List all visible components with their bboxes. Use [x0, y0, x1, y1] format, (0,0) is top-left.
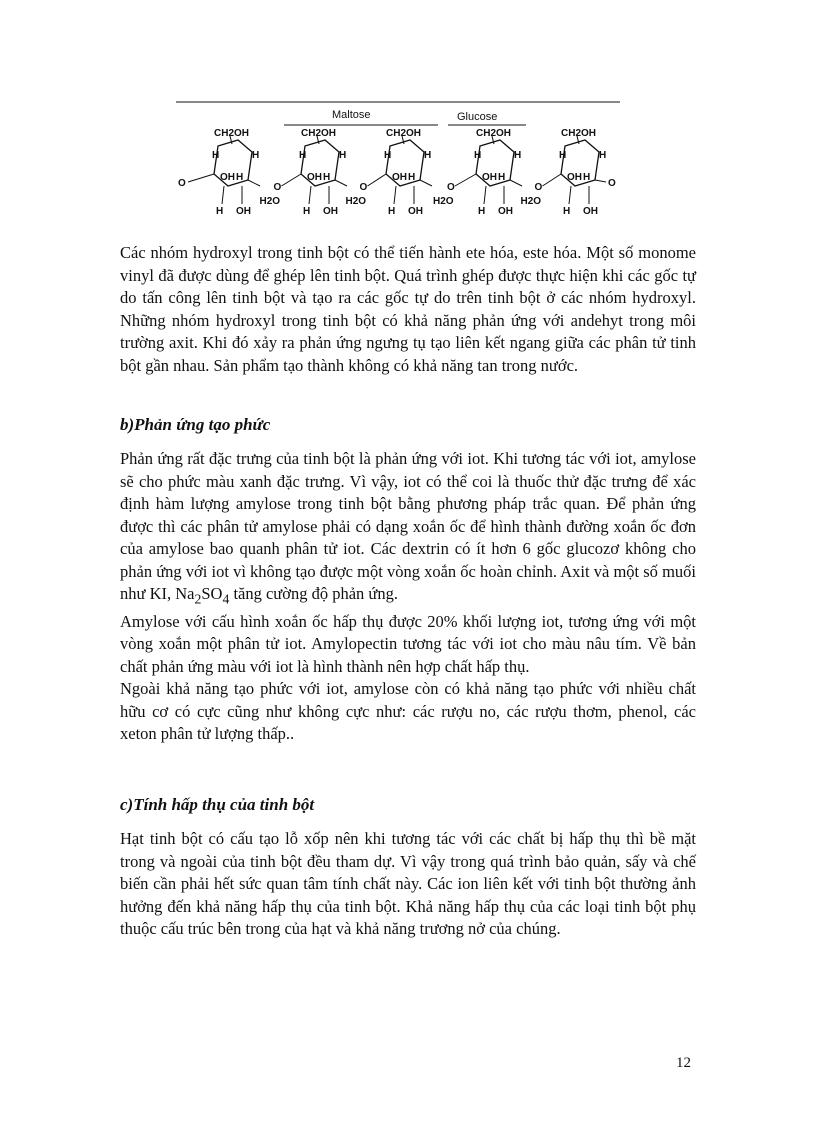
h-label: H: [216, 206, 224, 217]
bond-line: [569, 186, 571, 204]
end-bond: [595, 180, 606, 182]
end-bond: [188, 174, 214, 182]
glycosidic-bond: [282, 174, 302, 186]
ch2oh-label: CH2OH: [214, 128, 250, 139]
h-label: H: [384, 150, 392, 161]
paragraph-complex-formation: Ngoài khả năng tạo phức với iot, amylose còn có khả năng tạo phức với nhiều chất hữu cơ có cực cũng như không cực như: các rượu no, các rượu thơm, phenol, các xeton phân tử lượng thấp..: [120, 679, 696, 744]
h-label: H: [474, 150, 482, 161]
section-heading-c: c)Tính hấp thụ của tinh bột: [120, 795, 315, 814]
bond-line: [222, 186, 224, 204]
oh-label: OH: [583, 206, 598, 217]
bond-line: [484, 186, 486, 204]
bond-line: [309, 186, 311, 204]
o-label: O: [178, 178, 186, 189]
glucose-label: Glucose: [457, 111, 498, 123]
paragraph-starch-absorption: Hạt tinh bột có cấu tạo lỗ xốp nên khi tương tác với các chất bị hấp thụ thì bề mặt trong và ngoài của tinh bột đều tham dự. Vì vậy trong quá trình bảo quản, sấy và chế biến cần phải hết sức quan tâm tính chất này. Các ion liên kết với tinh bột thường ảnh hưởng đến khả năng hấp thụ của tinh bột. Khả năng hấp thụ của các loại tinh bột phụ thuộc cấu trúc bên trong của hạt và khả năng trương nở của chúng.: [120, 829, 696, 938]
paragraph-iodine-reaction-tail: tăng cường độ phản ứng.: [229, 584, 398, 603]
h-label: H: [252, 150, 260, 161]
ch2oh-label: CH2OH: [386, 128, 422, 139]
h-label: H: [323, 172, 331, 183]
section-heading-b: b)Phản ứng tạo phức: [120, 415, 271, 434]
h-label: H: [563, 206, 571, 217]
page-number: 12: [676, 1055, 691, 1071]
h-label: H: [212, 150, 220, 161]
h2o-label: H2O: [520, 196, 542, 207]
oh-label: OH: [392, 172, 407, 183]
starch-structure-figure: [176, 100, 620, 224]
oh-label: OH: [307, 172, 322, 183]
h-label: H: [236, 172, 244, 183]
h-label: H: [339, 150, 347, 161]
o-label: O: [447, 182, 455, 193]
h-label: H: [583, 172, 591, 183]
oh-label: OH: [323, 206, 338, 217]
oh-label: OH: [236, 206, 251, 217]
h-label: H: [514, 150, 522, 161]
ch2oh-label: CH2OH: [476, 128, 512, 139]
h-label: H: [299, 150, 307, 161]
oh-label: OH: [498, 206, 513, 217]
h-label: H: [408, 172, 416, 183]
h-label: H: [478, 206, 486, 217]
h-label: H: [559, 150, 567, 161]
oh-label: OH: [567, 172, 582, 183]
o-label: O: [608, 178, 616, 189]
ch2oh-label: CH2OH: [301, 128, 337, 139]
h2o-label: H2O: [259, 196, 281, 207]
paragraph-iodine-reaction-main: Phản ứng rất đặc trưng của tinh bột là phản ứng với iot. Khi tương tác với iot, amylose sẽ cho phức màu xanh đặc trưng. Vì vậy, iot có thể coi là thuốc thử đặc trưng để xác định hàm lượng amylose trong tinh bột bằng phương pháp trắc quan. Để phản ứng được thì các phân tử amylose phải có dạng xoắn ốc để hình thành đường xoắn ốc đơn của amylose bao quanh phân tử iot. Các dextrin có ít hơn 6 gốc glucozơ không cho phản ứng với iot vì không tạo được một vòng xoắn ốc hoàn chỉnh. Axit và một số muối như KI,: [120, 449, 696, 603]
h-label: H: [424, 150, 432, 161]
oh-label: OH: [482, 172, 497, 183]
glycosidic-bond: [335, 180, 347, 186]
o-label: O: [359, 182, 368, 193]
h2o-label: H2O: [345, 196, 367, 207]
glycosidic-bond: [455, 174, 476, 186]
paragraph-hydroxyl-reactions: Các nhóm hydroxyl trong tinh bột có thể tiến hành ete hóa, este hóa. Một số monome vinyl đã được dùng để ghép lên tinh bột. Quá trình ghép được thực hiện khi các gốc tự do tấn công lên tinh bột và tạo ra các gốc tự do trên tinh bột ở các nhóm hydroxyl. Những nhóm hydroxyl trong tinh bột có khả năng phản ứng với andehyt trong môi trường axit. Khi đó xảy ra phản ứng ngưng tụ tạo liên kết ngang giữa các phân tử tinh bột gần nhau. Sản phẩm tạo thành không có khả năng tan trong nước.: [120, 243, 696, 375]
h-label: H: [303, 206, 311, 217]
o-label: O: [534, 182, 543, 193]
maltose-label: Maltose: [332, 109, 371, 121]
ch2oh-label: CH2OH: [561, 128, 597, 139]
glycosidic-bond: [248, 180, 260, 186]
h-label: H: [388, 206, 396, 217]
glycosidic-bond: [543, 174, 562, 186]
h-label: H: [498, 172, 506, 183]
glycosidic-bond: [368, 174, 387, 186]
formula-na2so4: $Na_2SO_4$: [175, 584, 230, 607]
paragraph-iodine-reaction: [120, 448, 696, 611]
glycosidic-bond: [420, 180, 432, 186]
o-label: O: [273, 182, 282, 193]
glycosidic-bond: [510, 180, 522, 186]
bond-line: [394, 186, 396, 204]
oh-label: OH: [408, 206, 423, 217]
h2o-label: H2O: [433, 196, 454, 207]
oh-label: OH: [220, 172, 235, 183]
paragraph-amylose-helix: Amylose với cấu hình xoắn ốc hấp thụ được 20% khối lượng iot, tương ứng với một vòng xoắn một phân tử iot. Amylopectin tương tác với iot cho màu nâu tím. Về bản chất phản ứng màu với iot là hình thành nên hợp chất hấp thụ.: [120, 611, 696, 676]
h-label: H: [599, 150, 607, 161]
